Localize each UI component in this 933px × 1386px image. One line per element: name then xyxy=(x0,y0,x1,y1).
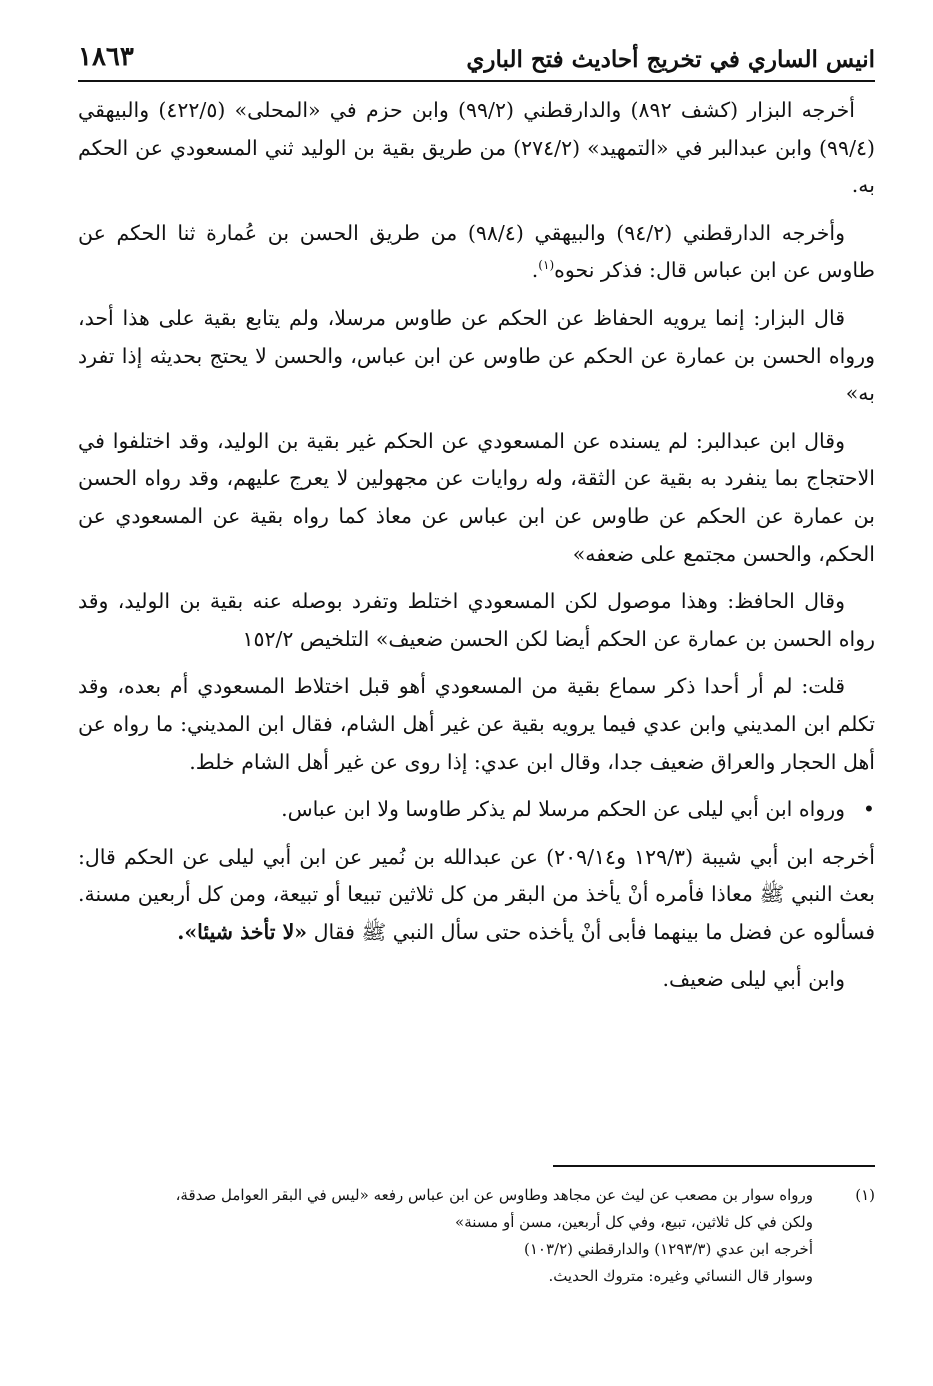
paragraph-closing: وابن أبي ليلى ضعيف. xyxy=(662,967,845,992)
footnote-line: ورواه سوار بن مصعب عن ليث عن مجاهد وطاوس عن ابن عباس رفعه «ليس في البقر العوامل صدقة، xyxy=(175,1186,813,1204)
header-rule xyxy=(78,80,875,82)
paragraph-ibn-abdilbarr-quote: وقال ابن عبدالبر: لم يسنده عن المسعودي عن الحكم غير بقية بن الوليد، وقد اختلفوا في الاحتجاج بما ينفرد به بقية عن الثقة، وله روايات عن مجهولين لا يعرج عليهم، وقد رواه الحسن بن عمارة عن الحكم عن طاوس عن ابن عباس عن معاذ كما رواه بقية عن المسعودي عن الحكم، والحسن مجتمع على ضعفه» xyxy=(78,428,875,566)
paragraph-bazzar-takhrij: أخرجه البزار (كشف ٨٩٢) والدارقطني (٩٩/٢) وابن حزم في «المحلى» (٤٢٢/٥) والبيهقي (٩٩/٤) وابن عبدالبر في «التمهيد» (٢٧٤/٢) من طريق بقية بن الوليد ثني المسعودي عن الحكم به. xyxy=(78,98,875,198)
bullet-text: ورواه ابن أبي ليلى عن الحكم مرسلا لم يذكر طاوسا ولا ابن عباس. xyxy=(281,797,845,822)
running-header xyxy=(78,28,875,80)
main-text xyxy=(78,92,875,1009)
paragraph-daraqutni-takhrij: وأخرجه الدارقطني (٩٤/٢) والبيهقي (٩٨/٤) من طريق الحسن بن عُمارة ثنا الحكم عن طاوس عن ابن عباس قال: فذكر نحوه$^{(١)}$. xyxy=(78,220,875,283)
footnote-line: ولكن في كل ثلاثين، تبيع، وفي كل أربعين، مسن أو مسنة» xyxy=(455,1213,813,1231)
footnote-1 xyxy=(78,1182,875,1290)
paragraph-bazzar-quote: قال البزار: إنما يرويه الحفاظ عن الحكم عن طاوس مرسلا، ولم يتابع بقية على هذا أحد، ورواه الحسن بن عمارة عن الحكم عن طاوس عن ابن عباس، والحسن لا يحتج بحديثه إذا تفرد به» xyxy=(78,305,875,406)
hadith-quote: «لا تأخذ شيئا». xyxy=(177,919,308,944)
footnote-separator xyxy=(553,1165,875,1167)
footnote-line: وسوار قال النسائي وغيره: متروك الحديث. xyxy=(548,1267,813,1285)
paragraph-author-note: قلت: لم أر أحدا ذكر سماع بقية من المسعودي أهو قبل اختلاط المسعودي أم بعده، وقد تكلم ابن المديني وابن عدي فيما يرويه بقية عن غير أهل الشام، فقال ابن المديني: ما رواه عن أهل الحجار والعراق ضعيف جدا، وقال ابن عدي: إذا روى عن غير أهل الشام خلط. xyxy=(78,674,875,774)
footnote-marker: (١) xyxy=(538,258,555,273)
bullet-item xyxy=(78,791,875,829)
footnote-line: أخرجه ابن عدي (١٢٩٣/٣) والدارقطني (١٠٣/٢) xyxy=(523,1240,813,1258)
paragraph-hafiz-quote: وقال الحافظ: وهذا موصول لكن المسعودي اختلط وتفرد بوصله عنه بقية بن الوليد، وقد رواه الحسن بن عمارة عن الحكم أيضا لكن الحسن ضعيف» التلخيص ١٥٢/٢ xyxy=(78,589,875,651)
book-title: انيس الساري في تخريج أحاديث فتح الباري xyxy=(466,46,875,73)
footnote-number: (١) xyxy=(855,1186,875,1204)
page-number: ١٨٦٣ xyxy=(78,42,134,72)
bullet-dot: • xyxy=(862,797,875,822)
paragraph-ibn-abi-shayba: أخرجه ابن أبي شيبة (١٢٩/٣ و٢٠٩/١٤) عن عبدالله بن نُمير عن ابن أبي ليلى عن الحكم قال: بعث النبي ﷺ معاذا فأمره أنْ يأخذ من البقر من كل ثلاثين تبيعا أو تبيعة، ومن كل أربعين مسنة. فسألوه عن فضل ما بينهما فأبى أنْ يأخذه حتى سأل النبي ﷺ فقال «لا تأخذ شيئا». xyxy=(78,844,875,944)
footnotes xyxy=(78,1182,875,1290)
